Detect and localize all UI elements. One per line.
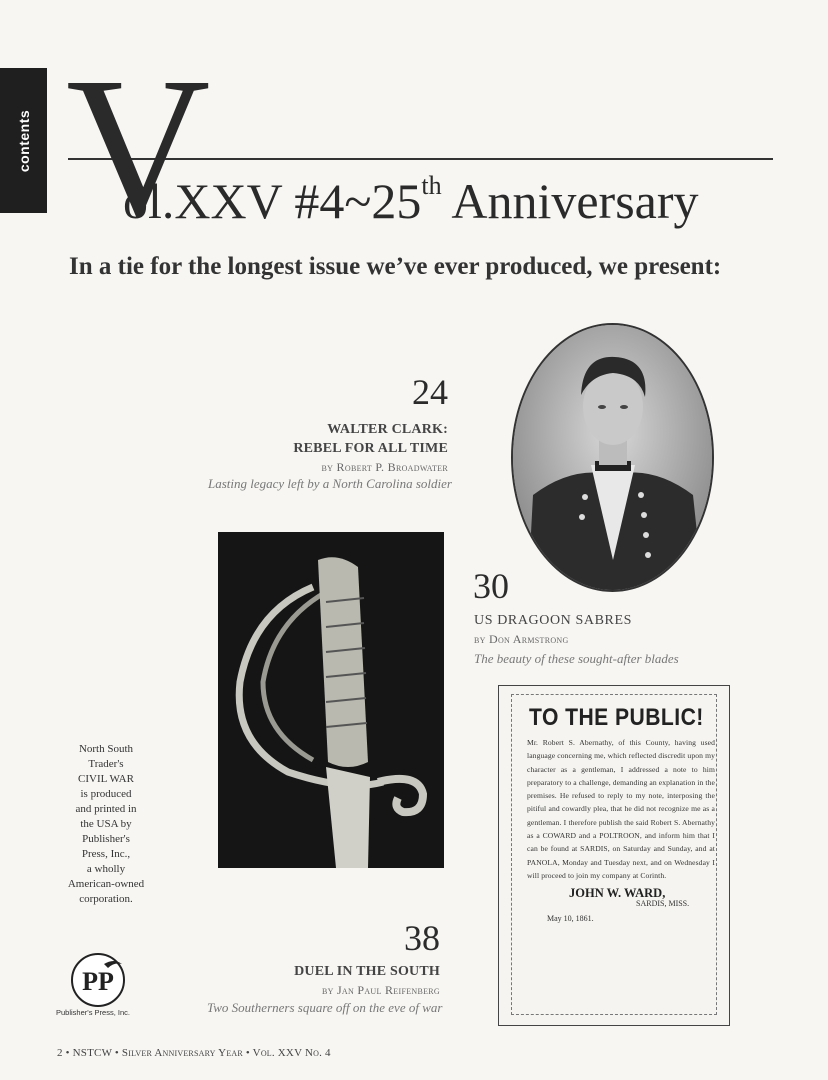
article-headline[interactable]: DUEL IN THE SOUTH [294,964,440,979]
colophon-line: corporation. [79,893,133,905]
colophon-line: a wholly [86,863,126,875]
poster-border [511,694,717,1015]
colophon-line: American-owned [67,878,145,890]
logo-mark-icon [70,952,126,1008]
title-end: Anniversary [441,173,699,229]
colophon-line: Trader's [88,758,124,770]
article-page-number[interactable]: 24 [412,372,448,412]
colophon-line: the USA by [80,818,132,830]
sabre-illustration [218,532,444,868]
article-dek: Two Southerners square off on the eve of war [207,1000,443,1015]
logo-monogram: PP [82,967,114,996]
article-headline[interactable] [260,422,448,457]
article-headline[interactable]: US DRAGOON SABRES [474,613,633,628]
poster-location: SARDIS, MISS. [636,899,690,909]
masthead-big-letter: V [66,37,211,258]
contents-tab-label: contents [15,109,32,172]
colophon-line: North South [78,743,134,755]
dragoon-sabre-photo [218,532,444,868]
article-dek: The beauty of these sought-after blades [474,651,679,666]
article-dek: Lasting legacy left by a North Carolina soldier [208,476,452,491]
title-rest: ol.XXV #4~25 [123,173,422,229]
poster-heading: TO THE PUBLIC! [529,704,704,731]
page-subtitle: In a tie for the longest issue we’ve ever produced, we present: [69,253,722,280]
publishers-press-logo [70,952,126,1008]
poster-signature: JOHN W. WARD, [569,886,666,901]
poster-body: Mr. Robert S. Abernathy, of this County, having used language concerning me, which reflected discredit upon my character as a gentleman, I addressed a note to him preparatory to a challenge, demanding an explanation in the premises. He refused to reply to my note, interposing the pitiful and cowardly plea, that he did not recognize me as a gentleman. I therefore publish the said Robert S. Abernathy as a COWARD and a POLTROON, and inform him that I can be found at SARDIS, on Saturday and Sunday, and at PANOLA, Monday and Tuesday next, and on Wednesday I will proceed to join my company at Corinth. [527,738,715,880]
colophon [52,742,160,907]
headline-line: WALTER CLARK: [327,422,448,437]
poster-date: May 10, 1861. [547,914,594,924]
article-byline: by Jan Paul Reifenberg [321,983,440,997]
logo-text: Publisher's Press, Inc. [56,1008,130,1017]
headline-line: REBEL FOR ALL TIME [293,441,448,456]
title-superscript: th [421,171,442,201]
article-byline: by Robert P. Broadwater [321,460,448,474]
page-title [123,171,699,229]
article-page-number[interactable]: 30 [473,566,509,606]
colophon-line: CIVIL WAR [78,773,134,785]
colophon-line: and printed in [75,803,137,815]
duel-poster-image [498,685,730,1026]
colophon-line: Publisher's [82,833,130,845]
walter-clark-portrait [511,323,714,592]
contents-tab [0,68,47,213]
page-footer: 2 • NSTCW • Silver Anniversary Year • Vol. XXV No. 4 [57,1047,331,1059]
article-page-number[interactable]: 38 [404,918,440,958]
colophon-line: Press, Inc., [81,848,131,860]
portrait-illustration [513,325,712,590]
colophon-line: is produced [80,788,132,800]
article-byline: by Don Armstrong [474,632,569,646]
